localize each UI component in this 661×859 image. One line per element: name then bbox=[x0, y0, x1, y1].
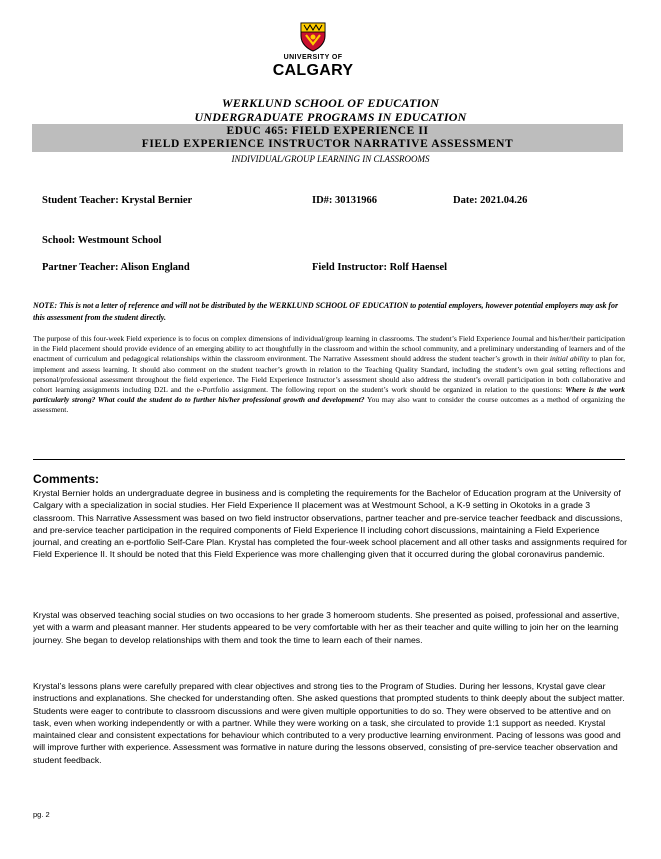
focus-subheading: INDIVIDUAL/GROUP LEARNING IN CLASSROOMS bbox=[231, 154, 430, 164]
report-heading: FIELD EXPERIENCE INSTRUCTOR NARRATIVE ASSESSMENT bbox=[141, 138, 514, 150]
section-divider bbox=[33, 459, 625, 460]
course-heading: EDUC 465: FIELD EXPERIENCE II bbox=[226, 125, 429, 137]
purpose-text-3: You may also want to consider the course outcomes as a method of organizing the assessment. bbox=[33, 395, 625, 415]
school-field: School: Westmount School bbox=[42, 235, 162, 246]
comments-heading: Comments: bbox=[33, 472, 100, 486]
programs-heading: UNDERGRADUATE PROGRAMS IN EDUCATION bbox=[194, 110, 467, 124]
page-number: pg. 2 bbox=[33, 810, 50, 819]
purpose-question: Where is the work particularly strong? What could the student do to further his/her professional growth and development? bbox=[33, 385, 625, 405]
school-heading: WERKLUND SCHOOL OF EDUCATION bbox=[221, 96, 440, 110]
university-logo bbox=[272, 22, 354, 84]
logo-calgary: CALGARY bbox=[272, 62, 354, 79]
purpose-paragraph bbox=[33, 334, 625, 416]
course-title-bar bbox=[32, 124, 623, 152]
student-id-field: ID#: 30131966 bbox=[312, 195, 378, 206]
crest-icon bbox=[300, 22, 326, 52]
purpose-text-1: The purpose of this four-week Field experience is to focus on complex dimensions of individual/group learning in classrooms. The student’s Field Experience Journal and his/her/their participation in the Field placement should provide evidence of an emerging ability to act thoughtfully in the classroom and within the school community, and a preliminary understanding of learners and of the enactment of curriculum and pedagogical relationships within the classroom environment. The Narrative Assessment should address the student teacher’s growth in their bbox=[33, 334, 625, 364]
partner-teacher-field: Partner Teacher: Alison England bbox=[42, 262, 190, 273]
date-field: Date: 2021.04.26 bbox=[453, 195, 528, 206]
field-instructor-field: Field Instructor: Rolf Haensel bbox=[312, 262, 448, 273]
comment-paragraph-3: Krystal’s lessons plans were carefully prepared with clear objectives and strong ties to the Program of Studies. During her lessons, Krystal gave clear instructions and explanations. She checked for understanding often. She asked questions that prompted students to think deeply about the subject matter. Students were eager to contribute to classroom discussions and were given multiple opportunities to do so. They were observed to be attentive and on task, even when working independently or with a partner. While they were working on a task, she circulated to provide 1:1 support as needed. Krystal maintained clear and consistent expectations for behaviour which contributed to a very productive learning environment. Pacing of lessons was good and will improve further with experience. Assessment was formative in nature during the lessons observed, consisting of pre-service teacher observation and student feedback. bbox=[33, 681, 625, 765]
logo-university-of: UNIVERSITY OF bbox=[283, 54, 343, 61]
distribution-note: NOTE: This is not a letter of reference and will not be distributed by the WERKLUND SCHOOL OF EDUCATION to potential employers, however potential employers may ask for this assessment from the student directly. bbox=[33, 301, 619, 322]
comment-paragraph-1: Krystal Bernier holds an undergraduate degree in business and is completing the requirements for the Bachelor of Education program at the University of Calgary with a specialization in social studies. Her Field Experience II placement was at Westmount School, a K-9 setting in Okotoks in a grade 3 classroom. This Narrative Assessment was based on two field instructor observations, partner teacher and pre-service teacher feedback and discussions, and pre-service teacher participation in the required components of Field Experience II including cohort discussions, maintaining a Field Experience journal, and creating an e-portfolio Self-Care Plan. Krystal has completed the four-week school placement and all other tasks and assignments required for Field Experience II. It should be noted that this Field Experience was more challenging given that it occurred during the global coronavirus pandemic. bbox=[33, 488, 627, 560]
comment-paragraph-2: Krystal was observed teaching social studies on two occasions to her grade 3 homeroom students. She presented as poised, professional and assertive, yet with a warm and pleasant manner. Her students appeared to be very comfortable with her as their teacher and quite willing to join her on the learning journey. She began to develop relationships with them and took the time to learn each of their names. bbox=[33, 610, 620, 645]
purpose-italic: initial ability bbox=[549, 354, 590, 364]
purpose-text-2: to plan for, implement and assess learning. It should also comment on the student teacher’s growth in relation to the Teaching Quality Standard, including the student’s own goal setting reflections and personal/professional assessment throughout the field experience. The Field Experience Instructor’s assessment should also address the student’s overall participation in both collaborative and cohort learning assignments including D2L and the e-Portfolio assignment. The following report on the student’s work should be organized in relation to the questions: bbox=[33, 354, 625, 395]
student-teacher-field: Student Teacher: Krystal Bernier bbox=[42, 195, 193, 206]
